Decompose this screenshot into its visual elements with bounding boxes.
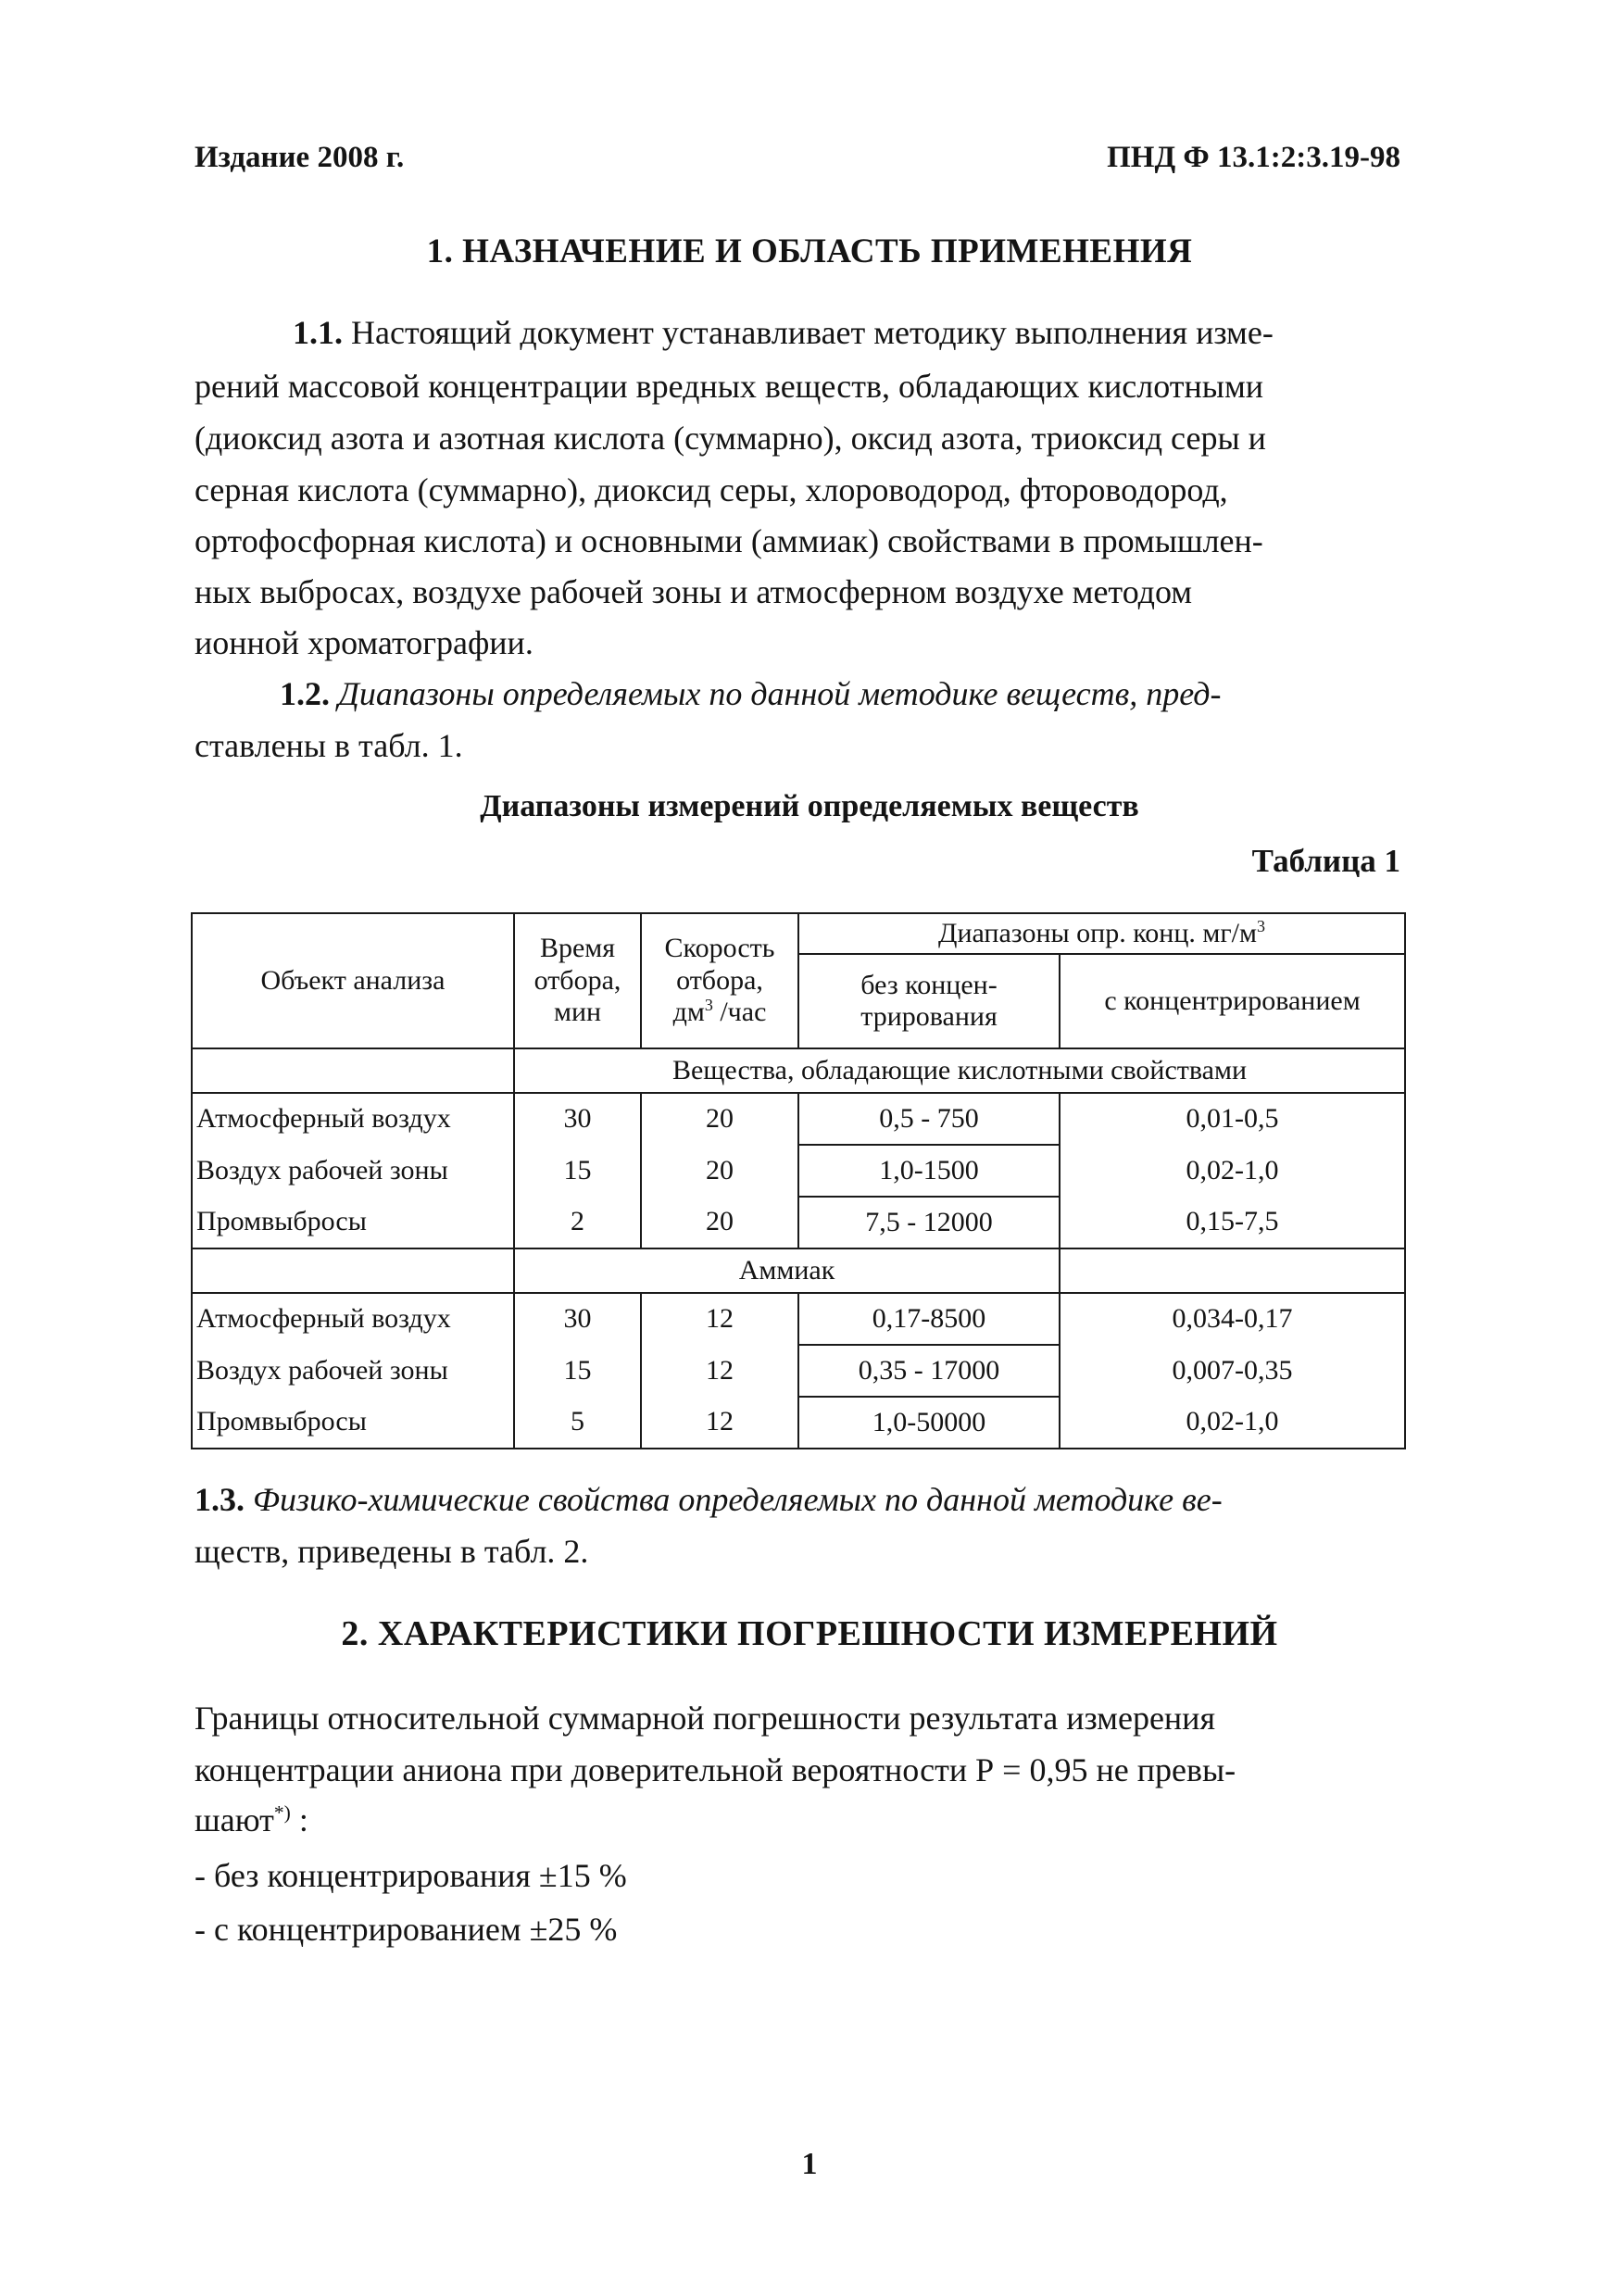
cell-time: 30 — [514, 1093, 641, 1145]
paragraph-1-3-line-1 — [195, 1480, 1400, 1519]
header-object — [192, 913, 514, 1048]
header-with-concentration: с концентрированием — [1060, 954, 1405, 1048]
header-speed-unit: дм — [672, 997, 705, 1028]
cell-time: 15 — [514, 1345, 641, 1397]
cell-object: Воздух рабочей зоны — [192, 1345, 514, 1397]
cell-no-concentration: 1,0-50000 — [798, 1397, 1060, 1449]
cell-with-concentration: 0,15-7,5 — [1060, 1197, 1405, 1248]
cell-with-concentration: 0,02-1,0 — [1060, 1145, 1405, 1197]
group-title: Аммиак — [514, 1248, 1060, 1293]
cell-no-concentration: 1,0-1500 — [798, 1145, 1060, 1197]
paragraph-1-1-line-2: рений массовой концентрации вредных веществ, обладающих кислотными — [195, 368, 1263, 405]
paragraph-1-1-line-6: ных выбросах, воздухе рабочей зоны и атмосферном воздухе методом — [195, 573, 1193, 610]
paragraph-1-1-line-5: ортофосфорная кислота) и основными (аммиак) свойствами в промышлен- — [195, 522, 1263, 559]
group-spacer — [1060, 1248, 1405, 1293]
header-speed-unit-tail: /час — [712, 997, 767, 1028]
header-ranges — [798, 913, 1405, 954]
header-object-text: Объект анализа — [260, 964, 446, 996]
document-code: ПНД Ф 13.1:2:3.19-98 — [1107, 141, 1400, 174]
paragraph-1-1-line-1 — [195, 313, 1400, 352]
footnote-mark: *) — [273, 1801, 291, 1824]
header-time — [514, 913, 641, 1048]
cell-object: Промвыбросы — [192, 1197, 514, 1248]
text-line: Физико-химические свойства определяемых по данной методике ве- — [253, 1481, 1223, 1518]
paragraph-1-2-line-2: ставлены в табл. 1. — [195, 727, 463, 764]
paragraph-1-1-line-4: серная кислота (суммарно), диоксид серы, хлороводород, фтороводород, — [195, 471, 1228, 508]
clause-number: 1.1. — [293, 314, 343, 351]
paragraph-1-2-line-1 — [195, 674, 1400, 713]
cell-time: 15 — [514, 1145, 641, 1197]
page-number: 1 — [801, 2147, 818, 2181]
list-item: - с концентрированием ±25 % — [195, 1911, 618, 1948]
section-1-title: 1. НАЗНАЧЕНИЕ И ОБЛАСТЬ ПРИМЕНЕНИЯ — [426, 232, 1193, 270]
header-no-concentration: без концен- трирования — [798, 954, 1060, 1048]
cell-with-concentration: 0,01-0,5 — [1060, 1093, 1405, 1145]
cell-speed: 12 — [641, 1397, 798, 1449]
header-ranges-sup: 3 — [1257, 916, 1266, 935]
header-speed-sup: 3 — [704, 996, 713, 1015]
section-2-line-1: Границы относительной суммарной погрешности результата измерения — [195, 1700, 1216, 1737]
cell-speed: 20 — [641, 1093, 798, 1145]
cell-with-concentration: 0,034-0,17 — [1060, 1293, 1405, 1345]
cell-time: 5 — [514, 1397, 641, 1449]
section-2-line-2: концентрации аниона при доверительной вероятности Р = 0,95 не превы- — [195, 1751, 1236, 1788]
cell-speed: 20 — [641, 1145, 798, 1197]
cell-time: 2 — [514, 1197, 641, 1248]
group-title: Вещества, обладающие кислотными свойствами — [514, 1048, 1405, 1093]
text-line: шают — [195, 1801, 274, 1838]
cell-object: Воздух рабочей зоны — [192, 1145, 514, 1197]
header-ranges-text: Диапазоны опр. конц. мг/м — [937, 917, 1258, 948]
cell-speed: 12 — [641, 1293, 798, 1345]
clause-number: 1.3. — [195, 1481, 245, 1518]
group-spacer — [192, 1048, 514, 1093]
cell-speed: 20 — [641, 1197, 798, 1248]
paragraph-1-1-line-7: ионной хроматографии. — [195, 624, 533, 661]
text-line-tail: : — [290, 1801, 308, 1838]
cell-object: Промвыбросы — [192, 1397, 514, 1449]
header-speed-text: Скорость отбора, — [664, 933, 775, 996]
edition-label: Издание 2008 г. — [195, 141, 405, 174]
cell-object: Атмосферный воздух — [192, 1293, 514, 1345]
cell-no-concentration: 7,5 - 12000 — [798, 1197, 1060, 1248]
group-spacer — [192, 1248, 514, 1293]
cell-with-concentration: 0,007-0,35 — [1060, 1345, 1405, 1397]
section-2-title: 2. ХАРАКТЕРИСТИКИ ПОГРЕШНОСТИ ИЗМЕРЕНИЙ — [341, 1614, 1278, 1653]
cell-speed: 12 — [641, 1345, 798, 1397]
header-time-text: Время отбора, мин — [533, 933, 621, 1028]
cell-no-concentration: 0,35 - 17000 — [798, 1345, 1060, 1397]
paragraph-1-3-line-2: ществ, приведены в табл. 2. — [195, 1533, 589, 1570]
table-title: Диапазоны измерений определяемых веществ — [480, 789, 1139, 823]
header-speed — [641, 913, 798, 1048]
cell-object: Атмосферный воздух — [192, 1093, 514, 1145]
paragraph-1-1-line-3: (диоксид азота и азотная кислота (суммарно), оксид азота, триоксид серы и — [195, 420, 1266, 457]
ranges-table — [191, 912, 1406, 1449]
list-item: - без концентрирования ±15 % — [195, 1857, 627, 1894]
clause-number: 1.2. — [280, 675, 330, 712]
cell-no-concentration: 0,5 - 750 — [798, 1093, 1060, 1145]
cell-no-concentration: 0,17-8500 — [798, 1293, 1060, 1345]
text-line: Настоящий документ устанавливает методику выполнения изме- — [351, 314, 1274, 351]
section-2-line-3 — [195, 1800, 1400, 1839]
table-label: Таблица 1 — [1251, 843, 1400, 879]
text-line: Диапазоны определяемых по данной методике веществ, пред- — [338, 675, 1222, 712]
cell-with-concentration: 0,02-1,0 — [1060, 1397, 1405, 1449]
cell-time: 30 — [514, 1293, 641, 1345]
